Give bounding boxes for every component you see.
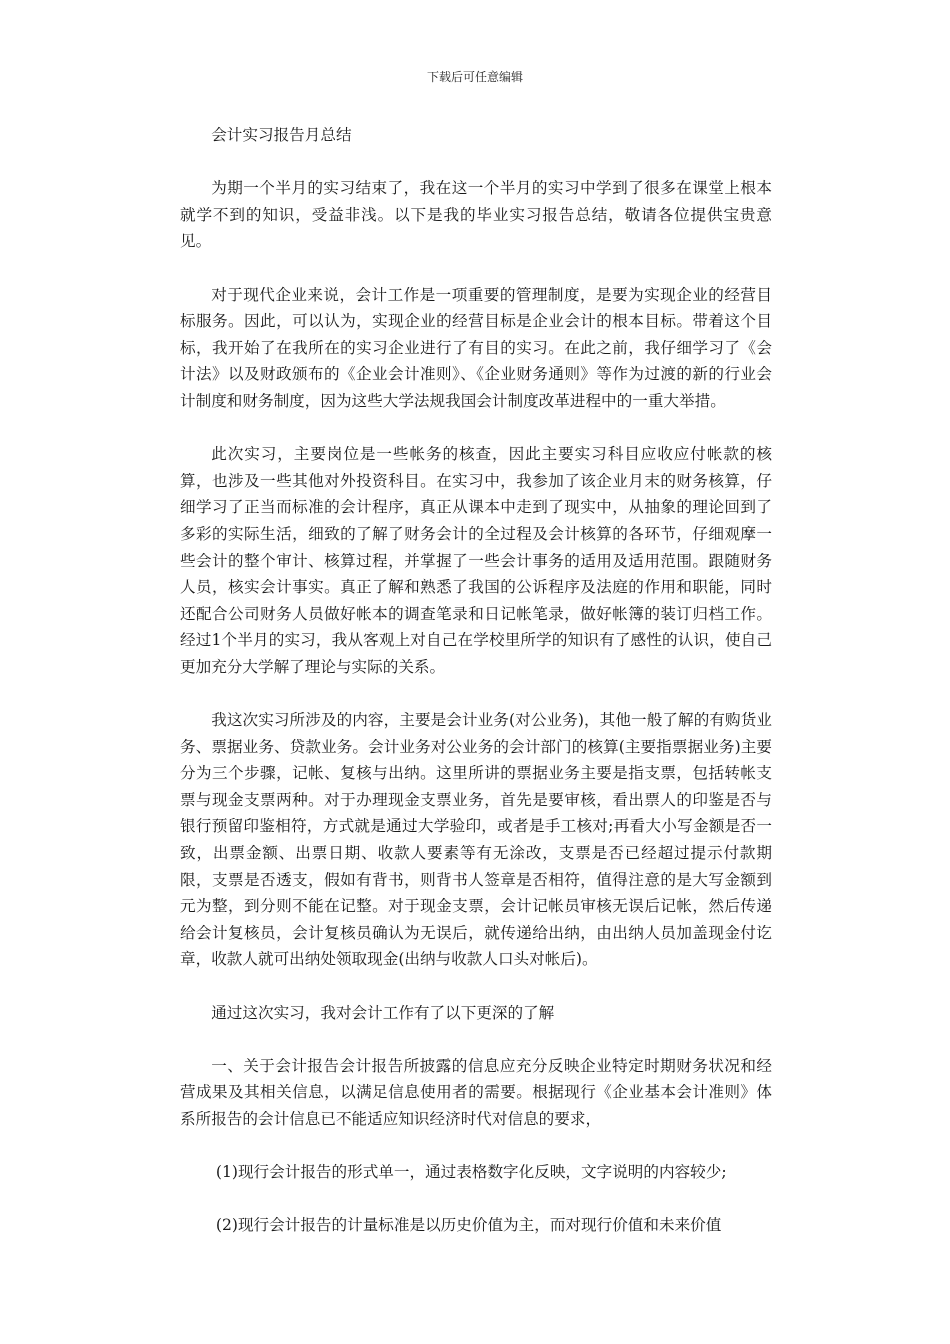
paragraph-internship-duties: 此次实习，主要岗位是一些帐务的核查，因此主要实习科目应收应付帐款的核算，也涉及一些其他对外投资科目。在实习中，我参加了该企业月末的财务核算，仔细学习了正当而标准的会计程序，真正从课本中走到了现实中，从抽象的理论回到了多彩的实际生活，细致的了解了财务会计的全过程及会计核算的各环节，仔细观摩一些会计的整个审计、核算过程，并掌握了一些会计事务的适用及适用范围。跟随财务人员，核实会计事实。真正了解和熟悉了我国的公诉程序及法庭的作用和职能，同时还配合公司财务人员做好帐本的调查笔录和日记帐笔录，做好帐簿的装订归档工作。经过1个半月的实习，我从客观上对自己在学校里所学的知识有了感性的认识，使自己更加充分大学解了理论与实际的关系。 (180, 445, 772, 676)
paragraph-business-content: 我这次实习所涉及的内容，主要是会计业务(对公业务)，其他一般了解的有购货业务、票据业务、贷款业务。会计业务对公业务的会计部门的核算(主要指票据业务)主要分为三个步骤，记帐、复核与出纳。这里所讲的票据业务主要是指支票，包括转帐支票与现金支票两种。对于办理现金支票业务，首先是要审核，看出票人的印鉴是否与银行预留印鉴相符，方式就是通过大学验印，或者是手工核对;再看大小写金额是否一致，出票金额、出票日期、收款人要素等有无涂改，支票是否已经超过提示付款期限，支票是否透支，假如有背书，则背书人签章是否相符，值得注意的是大写金额到元为整，到分则不能在记整。对于现金支票，会计记帐员审核无误后记帐，然后传递给会计复核员，会计复核员确认为无误后，就传递给出纳，由出纳人员加盖现金付讫章，收款人就可出纳处领取现金(出纳与收款人口头对帐后)。 (180, 711, 772, 969)
document-body (180, 122, 772, 1239)
paragraph-section-one: 一、关于会计报告会计报告所披露的信息应充分反映企业特定时期财务状况和经营成果及其相关信息，以满足信息使用者的需要。根据现行《企业基本会计准则》体系所报告的会计信息已不能适应知识经济时代对信息的要求， (180, 1056, 772, 1128)
document-title: 会计实习报告月总结 (211, 126, 352, 144)
page-header-note: 下载后可任意编辑 (426, 70, 523, 84)
paragraph-intro: 为期一个半月的实习结束了，我在这一个半月的实习中学到了很多在课堂上根本就学不到的知识，受益非浅。以下是我的毕业实习报告总结，敬请各位提供宝贵意见。 (180, 179, 772, 251)
list-item-2: (2)现行会计报告的计量标准是以历史价值为主，而对现行价值和未来价值 (215, 1216, 722, 1235)
paragraph-accounting-goal: 对于现代企业来说，会计工作是一项重要的管理制度，是要为实现企业的经营目标服务。因此，可以认为，实现企业的经营目标是企业会计的根本目标。带着这个目标，我开始了在我所在的实习企业进行了有目的实习。在此之前，我仔细学习了《会计法》以及财政颁布的《企业会计准则》、《企业财务通则》等作为过渡的新的行业会计制度和财务制度，因为这些大学法规我国会计制度改革进程中的一重大举措。 (180, 285, 772, 410)
list-item-1: (1)现行会计报告的形式单一，通过表格数字化反映，文字说明的内容较少; (215, 1163, 727, 1182)
paragraph-understanding-intro: 通过这次实习，我对会计工作有了以下更深的了解 (211, 1003, 555, 1022)
